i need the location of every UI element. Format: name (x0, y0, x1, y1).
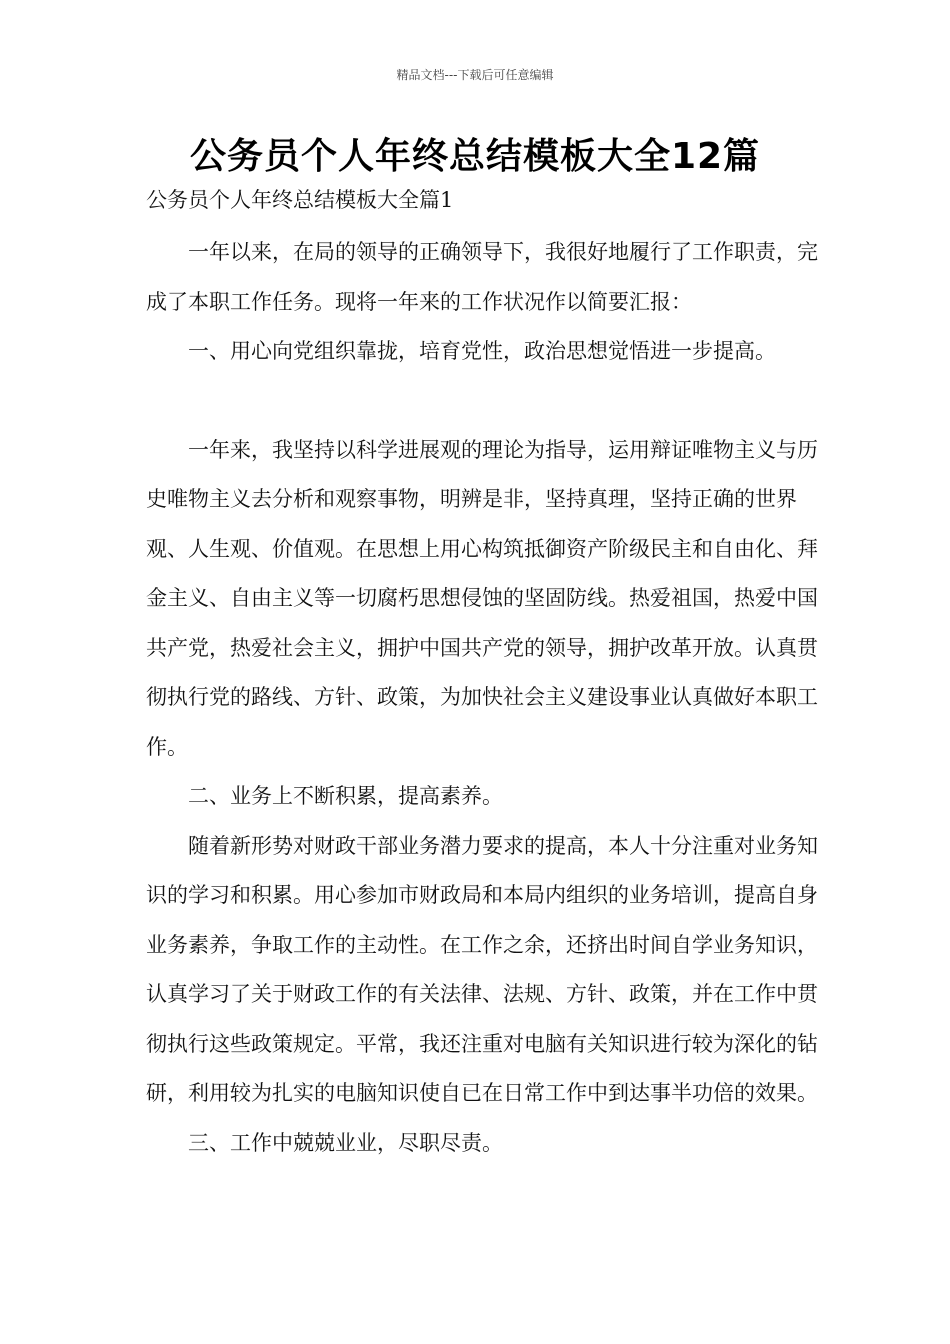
section-subtitle: 公务员个人年终总结模板大全篇1 (146, 188, 454, 212)
heading-section-2: 二、业务上不断积累，提高素养。 (188, 784, 503, 808)
paragraph-intro: 一年以来，在局的领导的正确领导下，我很好地履行了工作职责，完成了本职工作任务。现将一年来的工作状况作以简要汇报： (146, 240, 818, 314)
document-title: 公务员个人年终总结模板大全12篇 (189, 136, 761, 177)
heading-section-1: 一、用心向党组织靠拢，培育党性，政治思想觉悟进一步提高。 (188, 339, 776, 363)
heading-section-3: 三、工作中兢兢业业，尽职尽责。 (188, 1130, 503, 1155)
paragraph-section-2: 随着新形势对财政干部业务潜力要求的提高，本人十分注重对业务知识的学习和积累。用心参加市财政局和本局内组织的业务培训，提高自身业务素养，争取工作的主动性。在工作之余，还挤出时间自学业务知识，认真学习了关于财政工作的有关法律、法规、方针、政策，并在工作中贯彻执行这些政策规定。平常，我还注重对电脑有关知识进行较为深化的钻研，利用较为扎实的电脑知识使自已在日常工作中到达事半功倍的效果。 (146, 833, 818, 1105)
document-body (146, 228, 826, 1168)
paragraph-section-1: 一年来，我坚持以科学进展观的理论为指导，运用辩证唯物主义与历史唯物主义去分析和观察事物，明辨是非，坚持真理，坚持正确的世界观、人生观、价值观。在思想上用心构筑抵御资产阶级民主和自由化、拜金主义、自由主义等一切腐朽思想侵蚀的坚固防线。热爱祖国，热爱中国共产党，热爱社会主义，拥护中国共产党的领导，拥护改革开放。认真贯彻执行党的路线、方针、政策，为加快社会主义建设事业认真做好本职工作。 (146, 437, 818, 759)
blank-line (146, 377, 826, 426)
header-note: 精品文档---下载后可任意编辑 (396, 68, 554, 82)
